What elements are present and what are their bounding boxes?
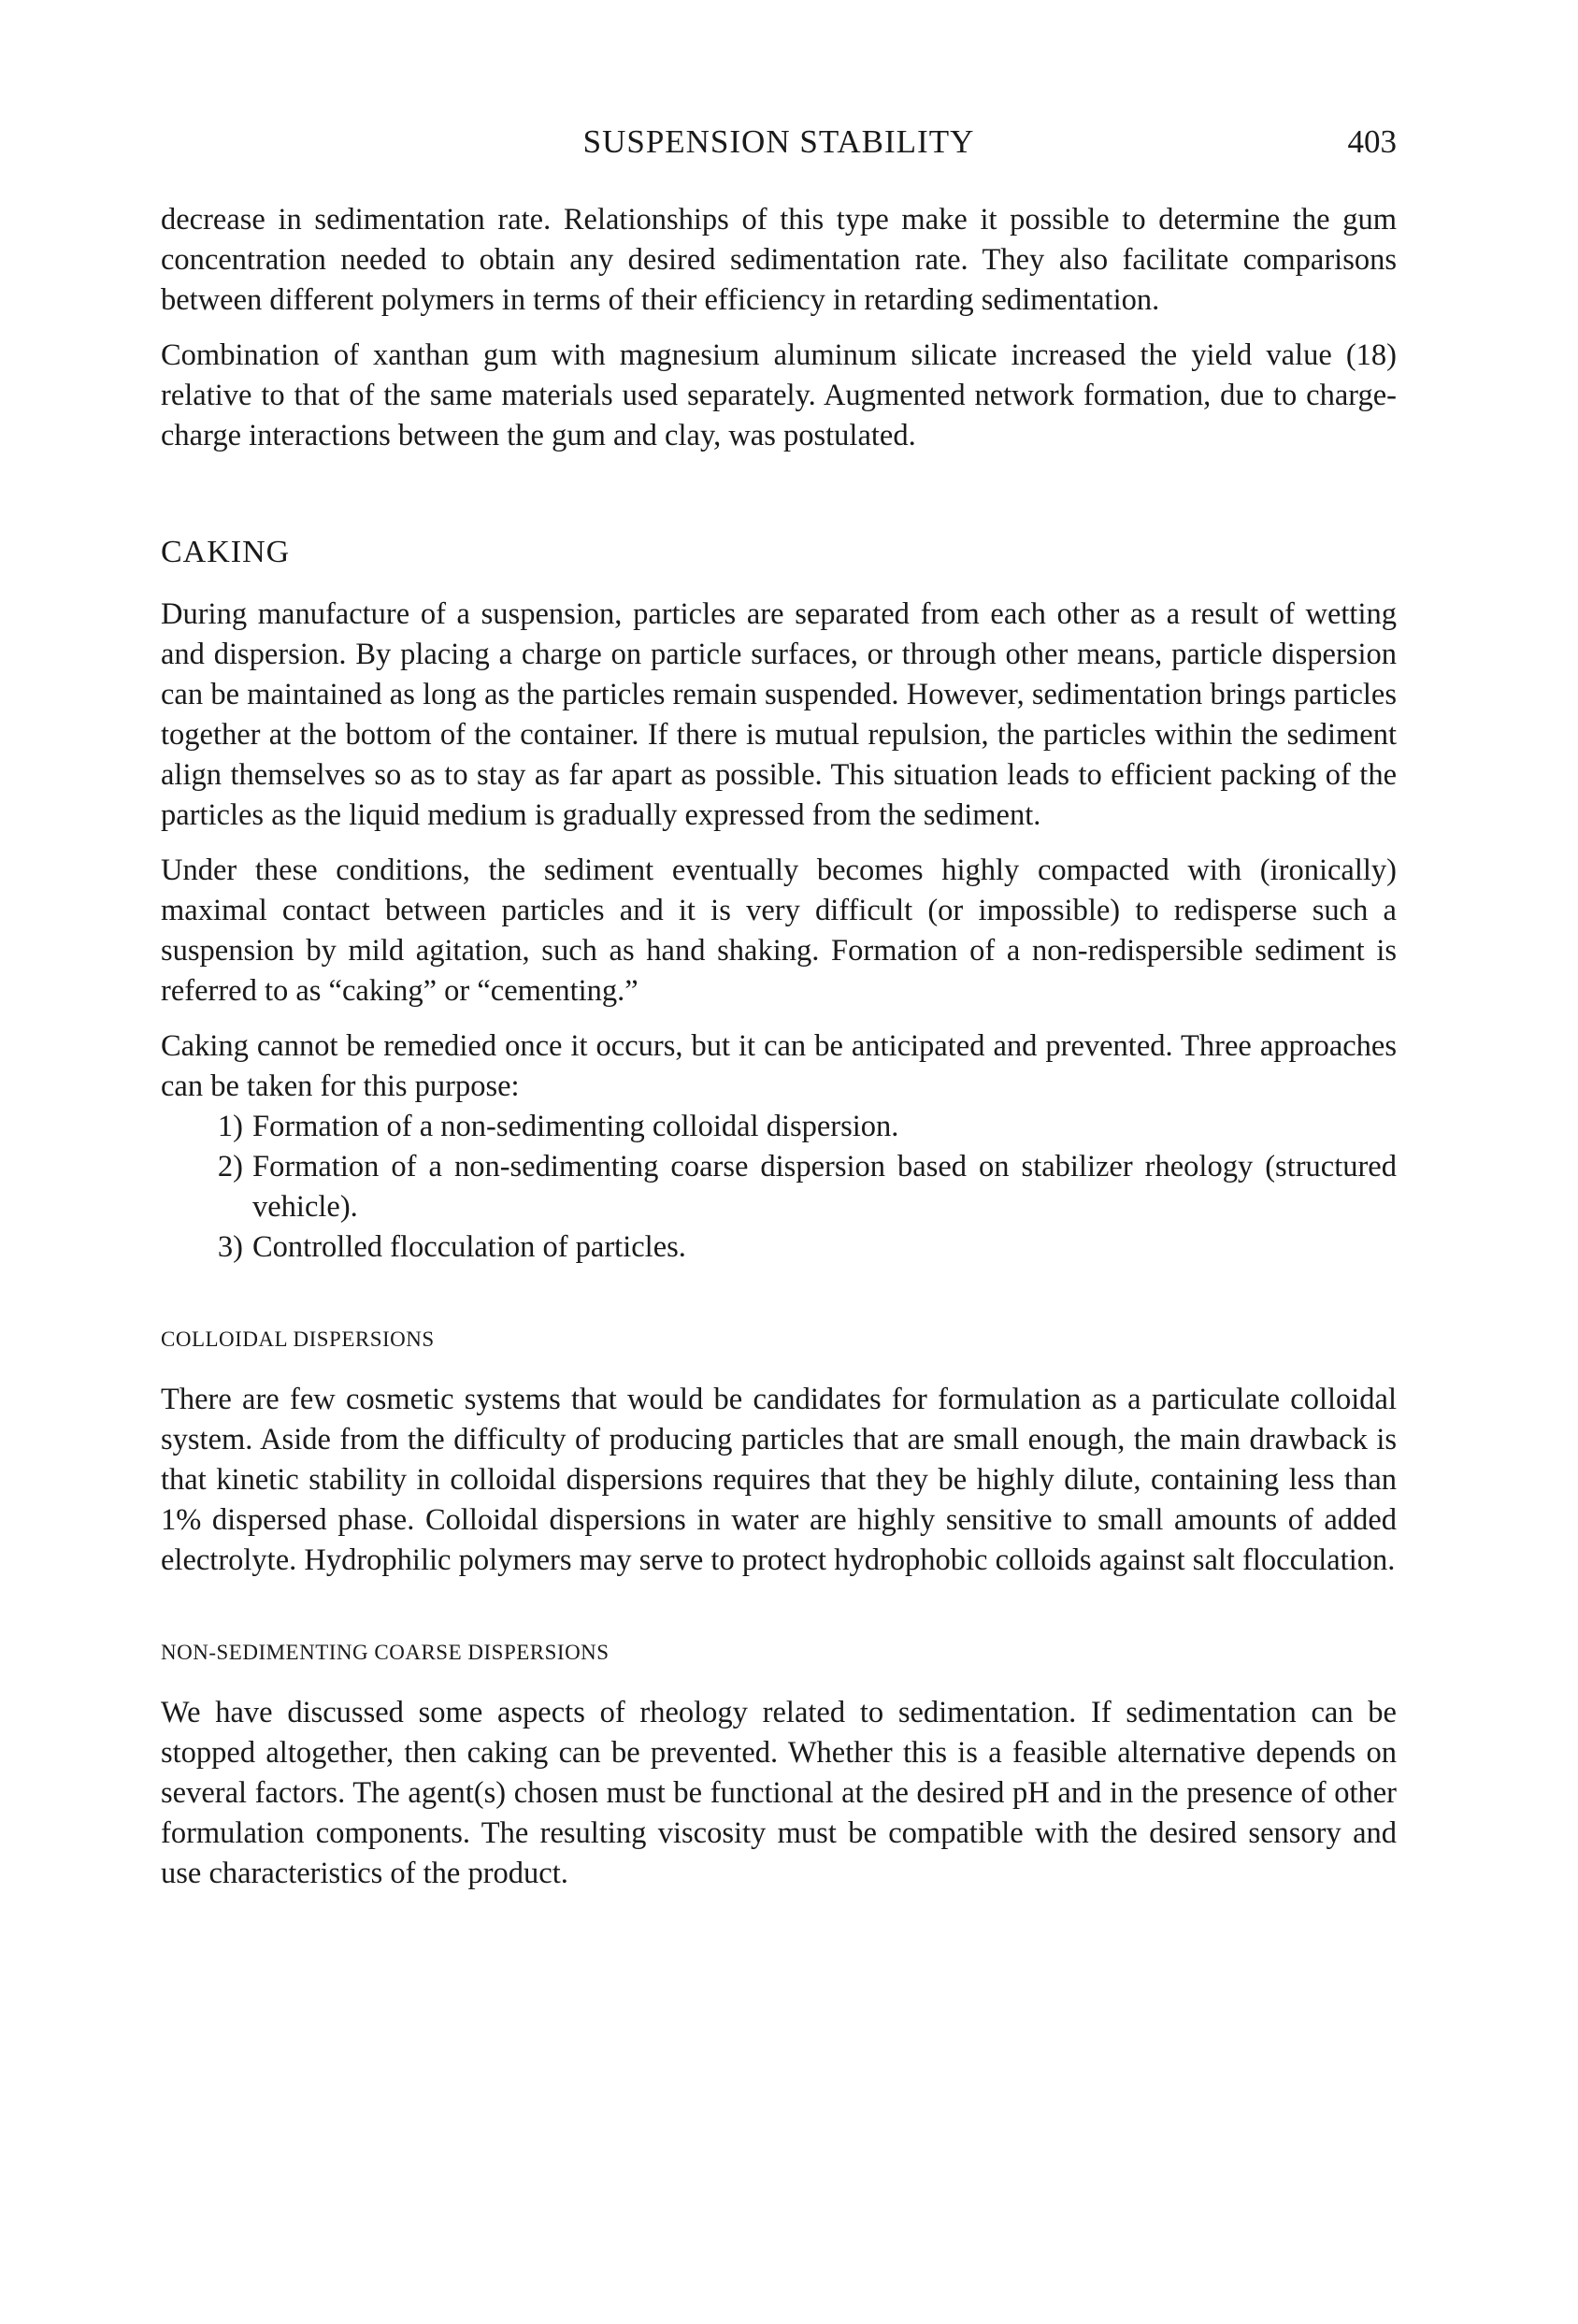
list-item-number: 3) — [217, 1230, 243, 1264]
list-item-text: Formation of a non-sedimenting coarse dispersion based on stabilizer rheology (structured vehicle). — [252, 1150, 1397, 1224]
caking-paragraph-1: During manufacture of a suspension, particles are separated from each other as a result of wetting and dispersion. By placing a charge on particle surfaces, or through other means, particle dispersion can be maintained as long as the particles remain suspended. However, sedimentation brings particles together at the bottom of the container. If there is mutual repulsion, the particles within the sediment align themselves so as to stay as far apart as possible. This situation leads to efficient packing of the particles as the liquid medium is gradually expressed from the sediment. — [161, 597, 1397, 832]
list-item-number: 1) — [217, 1110, 243, 1143]
subsection-heading-colloidal: COLLOIDAL DISPERSIONS — [161, 1327, 435, 1351]
list-item — [161, 1227, 1397, 1268]
caking-paragraph-2: Under these conditions, the sediment eventually becomes highly compacted with (ironically) maximal contact between particles and it is very difficult (or impossible) to redisperse such a suspension by mild agitation, such as hand shaking. Formation of a non-redispersible sediment is referred to as “caking” or “cementing.” — [161, 854, 1397, 1008]
list-item-number: 2) — [217, 1150, 243, 1184]
list-item-text: Controlled flocculation of particles. — [252, 1230, 686, 1264]
page-number: 403 — [1347, 123, 1397, 160]
list-item — [161, 1107, 1397, 1147]
page — [161, 112, 1397, 1909]
section-heading-caking: CAKING — [161, 535, 291, 569]
intro-paragraph-1: decrease in sedimentation rate. Relationships of this type make it possible to determine the gum concentration needed to obtain any desired sedimentation rate. They also facilitate comparisons between different polymers in terms of their efficiency in retarding sedimentation. — [161, 203, 1397, 317]
running-header — [161, 112, 1397, 168]
intro-paragraph-2: Combination of xanthan gum with magnesium aluminum silicate increased the yield value (18) relative to that of the same materials used separately. Augmented network formation, due to charge-charge interactions between the gum and clay, was postulated. — [161, 338, 1397, 452]
list-item — [161, 1147, 1397, 1227]
caking-paragraph-3: Caking cannot be remedied once it occurs, but it can be anticipated and prevented. Three approaches can be taken for this purpose: — [161, 1029, 1397, 1103]
list-item-text: Formation of a non-sedimenting colloidal dispersion. — [252, 1110, 899, 1143]
coarse-paragraph: We have discussed some aspects of rheology related to sedimentation. If sedimentation can be stopped altogether, then caking can be prevented. Whether this is a feasible alternative depends on several factors. The agent(s) chosen must be functional at the desired pH and in the presence of other formulation components. The resulting viscosity must be compatible with the desired sensory and use characteristics of the product. — [161, 1696, 1397, 1890]
approaches-list — [161, 1107, 1397, 1268]
running-title: SUSPENSION STABILITY — [582, 123, 975, 160]
subsection-heading-coarse: NON-SEDIMENTING COARSE DISPERSIONS — [161, 1641, 610, 1664]
colloidal-paragraph: There are few cosmetic systems that would be candidates for formulation as a particulate colloidal system. Aside from the difficulty of producing particles that are small enough, the main drawback is that kinetic stability in colloidal dispersions requires that they be highly dilute, containing less than 1% dispersed phase. Colloidal dispersions in water are highly sensitive to small amounts of added electrolyte. Hydrophilic polymers may serve to protect hydrophobic colloids against salt flocculation. — [161, 1383, 1397, 1577]
